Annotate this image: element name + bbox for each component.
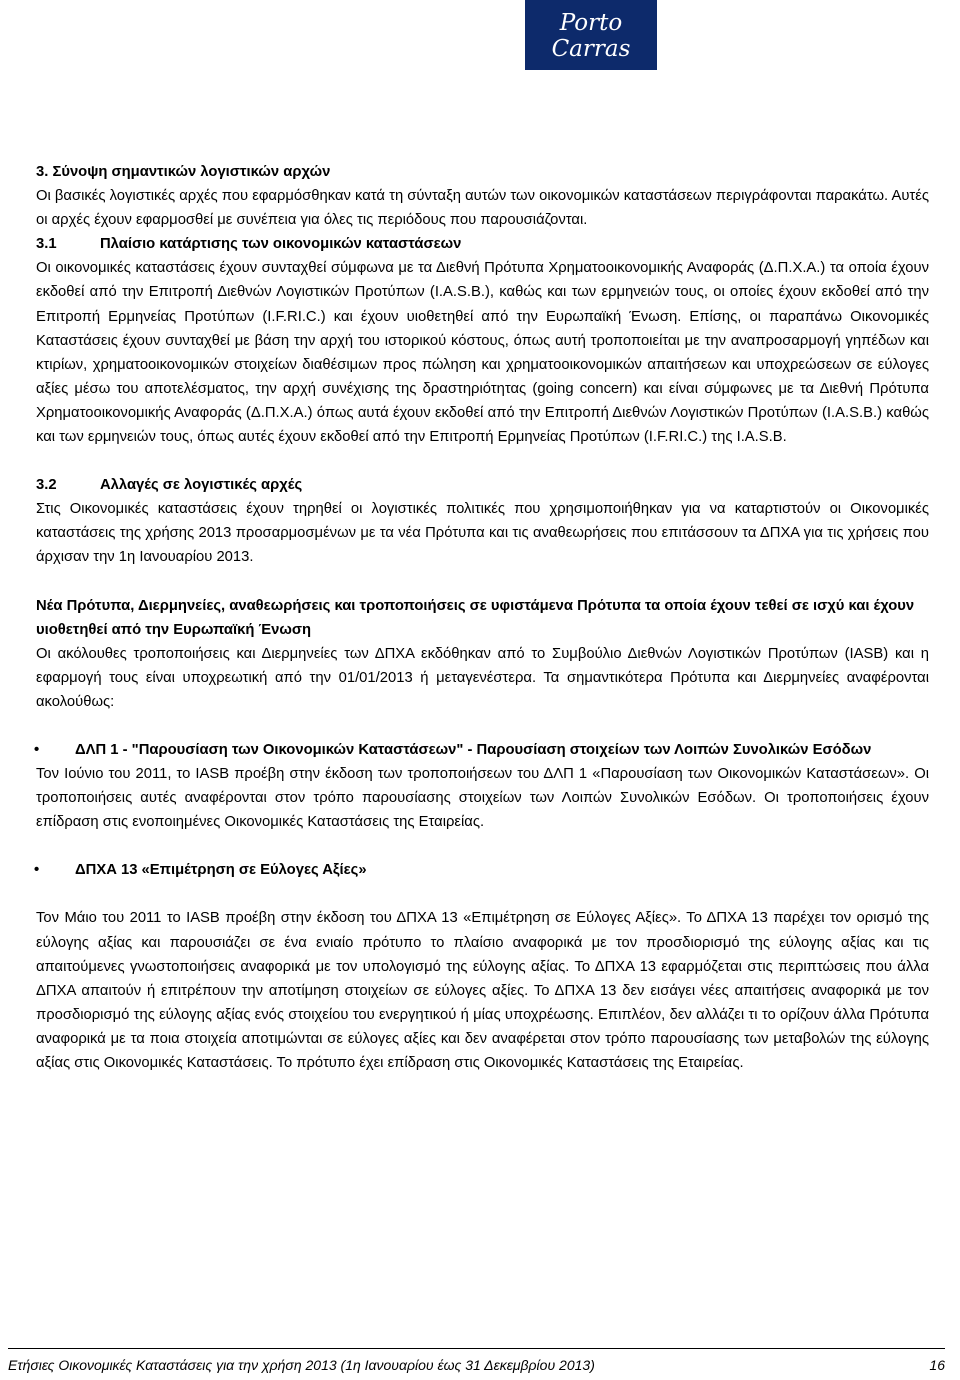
logo-subtitle: GRAND RESORT bbox=[536, 69, 646, 79]
spacer bbox=[36, 834, 929, 858]
section-3-1-number: 3.1 bbox=[36, 236, 57, 253]
bullet-title: ΔΛΠ 1 - "Παρουσίαση των Οικονομικών Καταστάσεων" - Παρουσίαση στοιχείων των Λοιπών Συνολικών Εσόδων bbox=[75, 741, 872, 758]
new-standards-body: Οι ακόλουθες τροποποιήσεις και Διερμηνείες των ΔΠΧΑ εκδόθηκαν από το Συμβούλιο Διεθνών Λογιστικών Προτύπων (IASB) και η εφαρμογή τους είναι υποχρεωτική από την 01/01/2013 ή μεταγενέστερα. Τα σημαντικότερα Πρότυπα και Διερμηνείες αναφέρονται ακολούθως: bbox=[36, 645, 929, 710]
bullet-item-ias1 bbox=[36, 738, 929, 762]
section-3-2-body: Στις Οικονομικές καταστάσεις έχουν τηρηθεί οι λογιστικές πολιτικές που χρησιμοποιήθηκαν για να καταρτιστούν οι Οικονομικές καταστάσεις της χρήσης 2013 προσαρμοσμένων με τα νέα Πρότυπα και τις αναθεωρήσεις που επιτάσσουν τα ΔΠΧΑ για τις χρήσεις που άρχισαν την 1η Ιανουαρίου 2013. bbox=[36, 501, 929, 566]
spacer bbox=[36, 449, 929, 473]
bullet-icon: • bbox=[34, 862, 40, 879]
section-3-1-body: Οι οικονομικές καταστάσεις έχουν συνταχθεί σύμφωνα με τα Διεθνή Πρότυπα Χρηματοοικονομικής Αναφοράς (Δ.Π.Χ.Α.) τα οποία έχουν εκδοθεί από την Επιτροπή Διεθνών Λογιστικών Προτύπων (I.A.S.B.), καθώς και των ερμηνειών τους, οι οποίες έχουν εκδοθεί από την Επιτροπή Ερμηνείας Προτύπων (I.F.RI.C.) και έχουν υιοθετηθεί από την Ευρωπαϊκή Ένωση. Επίσης, οι παραπάνω Οικονομικές Καταστάσεις έχουν συνταχθεί με βάση την αρχή του ιστορικού κόστους, όπως αυτή τροποποιείται με την αναπροσαρμογή γηπέδων και κτιρίων, χρηματοοικονομικών στοιχείων διαθέσιμων προς πώληση και χρηματοοικονομικών απαιτήσεων και υποχρεώσεων σε εύλογες αξίες μέσω του αποτελέσματος, την αρχή συνέχισης της δραστηριότητας (going concern) και είναι σύμφωνες με τα Διεθνή Πρότυπα Χρηματοοικονομικής Αναφοράς (Δ.Π.Χ.Α.) όπως αυτά έχουν εκδοθεί από την Επιτροπή Διεθνών Λογιστικών Προτύπων (I.A.S.B.) καθώς και των ερμηνειών τους, όπως αυτές έχουν εκδοθεί από την Επιτροπή Ερμηνείας Προτύπων (I.F.RI.C.) της I.A.S.B. bbox=[36, 260, 929, 446]
page-footer bbox=[8, 1348, 945, 1373]
bullet-icon: • bbox=[34, 741, 40, 758]
document-body bbox=[36, 160, 929, 1075]
bullet-title: ΔΠΧΑ 13 «Επιμέτρηση σε Εύλογες Αξίες» bbox=[75, 862, 367, 879]
section-3-2-heading bbox=[36, 473, 929, 497]
new-standards-heading: Νέα Πρότυπα, Διερμηνείες, αναθεωρήσεις και τροποποιήσεις σε υφιστάμενα Πρότυπα τα οποία έχουν τεθεί σε ισχύ και έχουν υιοθετηθεί από την Ευρωπαϊκή Ένωση bbox=[36, 597, 915, 638]
section-3-intro: Οι βασικές λογιστικές αρχές που εφαρμόσθηκαν κατά τη σύνταξη αυτών των οικονομικών καταστάσεων περιγράφονται παρακάτω. Αυτές οι αρχές έχουν εφαρμοσθεί με συνέπεια για όλες τις περιόδους που παρουσιάζονται. bbox=[36, 188, 929, 229]
section-3-2-title: Αλλαγές σε λογιστικές αρχές bbox=[100, 477, 303, 494]
logo-name: Porto Carras bbox=[551, 10, 631, 62]
bullet-item-ifrs13 bbox=[36, 858, 929, 882]
footer-text: Ετήσιες Οικονομικές Καταστάσεις για την χρήση 2013 (1η Ιανουαρίου έως 31 Δεκεμβρίου 2013) bbox=[8, 1357, 595, 1373]
section-3-heading: 3. Σύνοψη σημαντικών λογιστικών αρχών bbox=[36, 164, 331, 180]
spacer bbox=[36, 882, 929, 906]
bullet-body-ias1: Τον Ιούνιο του 2011, το IASB προέβη στην έκδοση των τροποποιήσεων του ΔΛΠ 1 «Παρουσίαση των Οικονομικών Καταστάσεων». Οι τροποποιήσεις αυτές αναφέρονται στον τρόπο παρουσίασης στοιχείων των Λοιπών Συνολικών Εσόδων. Οι τροποποιήσεις έχουν επίδραση στις ενοποιημένες Οικονομικές Καταστάσεις της Εταιρείας. bbox=[36, 766, 929, 831]
bullet-body-ifrs13: Τον Μάιο του 2011 το IASB προέβη στην έκδοση του ΔΠΧΑ 13 «Επιμέτρηση σε Εύλογες Αξίες». Το ΔΠΧΑ 13 παρέχει τον ορισμό της εύλογης αξίας και παρουσιάζει σε ένα ενιαίο πρότυπο το πλαίσιο αναφορικά με τον προσδιορισμό της εύλογης αξίας και τις απαιτούμενες γνωστοποιήσεις αναφορικά με τον υπολογισμό της εύλογης αξίας. Το ΔΠΧΑ 13 εφαρμόζεται στις περιπτώσεις που άλλα ΔΠΧΑ απαιτούν ή επιτρέπουν την αποτίμηση στοιχείων σε εύλογες αξίες. Το ΔΠΧΑ 13 δεν εισάγει νέες απαιτήσεις αναφορικά με τον προσδιορισμό της εύλογης αξίας ενός στοιχείου του ενεργητικού ή μίας υποχρέωσης. Επιπλέον, δεν αλλάζει τι το ορίζουν άλλα Πρότυπα αναφορικά με τα ποια στοιχεία αποτιμώνται σε εύλογες αξίες και δεν αναφέρεται στον τρόπο παρουσίασης των μεταβολών της εύλογης αξίας στις Οικονομικές Καταστάσεις. Το πρότυπο έχει επίδραση στις Οικονομικές Καταστάσεις της Εταιρείας. bbox=[36, 910, 929, 1071]
section-3-2-number: 3.2 bbox=[36, 477, 57, 494]
section-3-1-title: Πλαίσιο κατάρτισης των οικονομικών καταστάσεων bbox=[100, 236, 462, 253]
company-logo bbox=[525, 0, 657, 79]
page-number: 16 bbox=[929, 1357, 945, 1373]
section-3-1-heading bbox=[36, 232, 929, 256]
spacer bbox=[36, 570, 929, 594]
spacer bbox=[36, 714, 929, 738]
